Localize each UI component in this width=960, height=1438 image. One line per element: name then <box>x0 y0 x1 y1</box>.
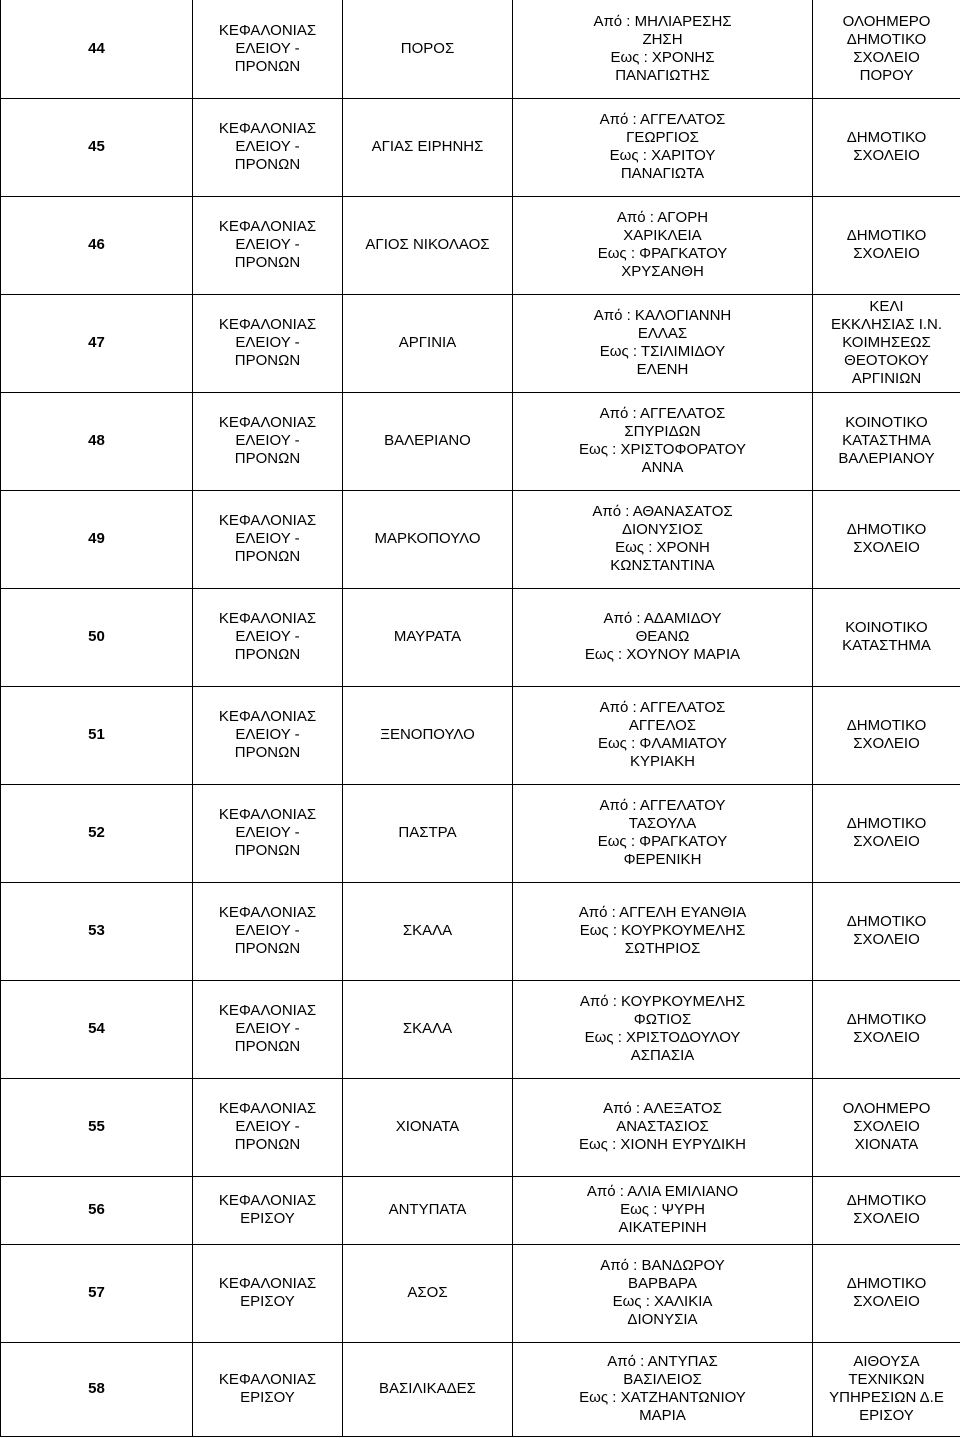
location-cell: ΔΗΜΟΤΙΚΟ ΣΧΟΛΕΙΟ <box>813 1176 960 1244</box>
area-cell: ΞΕΝΟΠΟΥΛΟ <box>343 686 513 784</box>
table-row <box>1 0 960 98</box>
row-number: 47 <box>1 294 193 392</box>
location-cell: ΚΟΙΝΟΤΙΚΟ ΚΑΤΑΣΤΗΜΑ <box>813 588 960 686</box>
owner-range-cell: Από : ΑΛΕΞΑΤΟΣ ΑΝΑΣΤΑΣΙΟΣ Εως : ΧΙΟΝΗ ΕΥΡΥΔΙΚΗ <box>513 1078 813 1176</box>
region-cell: ΚΕΦΑΛΟΝΙΑΣ ΕΛΕΙΟΥ - ΠΡΟΝΩΝ <box>193 588 343 686</box>
region-cell: ΚΕΦΑΛΟΝΙΑΣ ΕΛΕΙΟΥ - ΠΡΟΝΩΝ <box>193 98 343 196</box>
row-number: 57 <box>1 1244 193 1342</box>
location-cell: ΚΕΛΙ ΕΚΚΛΗΣΙΑΣ Ι.Ν. ΚΟΙΜΗΣΕΩΣ ΘΕΟΤΟΚΟΥ ΑΡΓΙΝΙΩΝ <box>813 294 960 392</box>
location-cell: ΔΗΜΟΤΙΚΟ ΣΧΟΛΕΙΟ <box>813 490 960 588</box>
area-cell: ΑΓΙΟΣ ΝΙΚΟΛΑΟΣ <box>343 196 513 294</box>
row-number: 45 <box>1 98 193 196</box>
area-cell: ΣΚΑΛΑ <box>343 980 513 1078</box>
location-cell: ΟΛΟΗΜΕΡΟ ΔΗΜΟΤΙΚΟ ΣΧΟΛΕΙΟ ΠΟΡΟΥ <box>813 0 960 98</box>
area-cell: ΑΣΟΣ <box>343 1244 513 1342</box>
table-row <box>1 1078 960 1176</box>
owner-range-cell: Από : ΚΟΥΡΚΟΥΜΕΛΗΣ ΦΩΤΙΟΣ Εως : ΧΡΙΣΤΟΔΟΥΛΟΥ ΑΣΠΑΣΙΑ <box>513 980 813 1078</box>
location-cell: ΟΛΟΗΜΕΡΟ ΣΧΟΛΕΙΟ ΧΙΟΝΑΤΑ <box>813 1078 960 1176</box>
table-row <box>1 686 960 784</box>
location-cell: ΔΗΜΟΤΙΚΟ ΣΧΟΛΕΙΟ <box>813 196 960 294</box>
area-cell: ΜΑΥΡΑΤΑ <box>343 588 513 686</box>
table-row <box>1 980 960 1078</box>
location-cell: ΔΗΜΟΤΙΚΟ ΣΧΟΛΕΙΟ <box>813 1244 960 1342</box>
owner-range-cell: Από : ΒΑΝΔΩΡΟΥ ΒΑΡΒΑΡΑ Εως : ΧΑΛΙΚΙΑ ΔΙΟΝΥΣΙΑ <box>513 1244 813 1342</box>
table-row <box>1 1342 960 1436</box>
owner-range-cell: Από : ΑΓΓΕΛΗ ΕΥΑΝΘΙΑ Εως : ΚΟΥΡΚΟΥΜΕΛΗΣ ΣΩΤΗΡΙΟΣ <box>513 882 813 980</box>
owner-range-cell: Από : ΑΓΓΕΛΑΤΟΣ ΣΠΥΡΙΔΩΝ Εως : ΧΡΙΣΤΟΦΟΡΑΤΟΥ ΑΝΝΑ <box>513 392 813 490</box>
owner-range-cell: Από : ΑΓΟΡΗ ΧΑΡΙΚΛΕΙΑ Εως : ΦΡΑΓΚΑΤΟΥ ΧΡΥΣΑΝΘΗ <box>513 196 813 294</box>
region-cell: ΚΕΦΑΛΟΝΙΑΣ ΕΛΕΙΟΥ - ΠΡΟΝΩΝ <box>193 0 343 98</box>
row-number: 52 <box>1 784 193 882</box>
region-cell: ΚΕΦΑΛΟΝΙΑΣ ΕΡΙΣΟΥ <box>193 1342 343 1436</box>
row-number: 46 <box>1 196 193 294</box>
owner-range-cell: Από : ΑΔΑΜΙΔΟΥ ΘΕΑΝΩ Εως : ΧΟΥΝΟΥ ΜΑΡΙΑ <box>513 588 813 686</box>
region-cell: ΚΕΦΑΛΟΝΙΑΣ ΕΡΙΣΟΥ <box>193 1176 343 1244</box>
region-cell: ΚΕΦΑΛΟΝΙΑΣ ΕΛΕΙΟΥ - ΠΡΟΝΩΝ <box>193 784 343 882</box>
location-cell: ΔΗΜΟΤΙΚΟ ΣΧΟΛΕΙΟ <box>813 686 960 784</box>
region-cell: ΚΕΦΑΛΟΝΙΑΣ ΕΛΕΙΟΥ - ΠΡΟΝΩΝ <box>193 1078 343 1176</box>
owner-range-cell: Από : ΑΝΤΥΠΑΣ ΒΑΣΙΛΕΙΟΣ Εως : ΧΑΤΖΗΑΝΤΩΝΙΟΥ ΜΑΡΙΑ <box>513 1342 813 1436</box>
row-number: 56 <box>1 1176 193 1244</box>
area-cell: ΑΝΤΥΠΑΤΑ <box>343 1176 513 1244</box>
table-row <box>1 392 960 490</box>
owner-range-cell: Από : ΑΓΓΕΛΑΤΟΣ ΓΕΩΡΓΙΟΣ Εως : ΧΑΡΙΤΟΥ ΠΑΝΑΓΙΩΤΑ <box>513 98 813 196</box>
area-cell: ΠΟΡΟΣ <box>343 0 513 98</box>
region-cell: ΚΕΦΑΛΟΝΙΑΣ ΕΛΕΙΟΥ - ΠΡΟΝΩΝ <box>193 980 343 1078</box>
row-number: 51 <box>1 686 193 784</box>
area-cell: ΧΙΟΝΑΤΑ <box>343 1078 513 1176</box>
owner-range-cell: Από : ΑΓΓΕΛΑΤΟΥ ΤΑΣΟΥΛΑ Εως : ΦΡΑΓΚΑΤΟΥ ΦΕΡΕΝΙΚΗ <box>513 784 813 882</box>
location-cell: ΑΙΘΟΥΣΑ ΤΕΧΝΙΚΩΝ ΥΠΗΡΕΣΙΩΝ Δ.Ε ΕΡΙΣΟΥ <box>813 1342 960 1436</box>
region-cell: ΚΕΦΑΛΟΝΙΑΣ ΕΛΕΙΟΥ - ΠΡΟΝΩΝ <box>193 686 343 784</box>
area-cell: ΣΚΑΛΑ <box>343 882 513 980</box>
row-number: 55 <box>1 1078 193 1176</box>
location-cell: ΔΗΜΟΤΙΚΟ ΣΧΟΛΕΙΟ <box>813 882 960 980</box>
area-cell: ΒΑΣΙΛΙΚΑΔΕΣ <box>343 1342 513 1436</box>
table-row <box>1 490 960 588</box>
area-cell: ΑΡΓΙΝΙΑ <box>343 294 513 392</box>
region-cell: ΚΕΦΑΛΟΝΙΑΣ ΕΡΙΣΟΥ <box>193 1244 343 1342</box>
owner-range-cell: Από : ΑΓΓΕΛΑΤΟΣ ΑΓΓΕΛΟΣ Εως : ΦΛΑΜΙΑΤΟΥ ΚΥΡΙΑΚΗ <box>513 686 813 784</box>
table-row <box>1 98 960 196</box>
table-row <box>1 196 960 294</box>
region-cell: ΚΕΦΑΛΟΝΙΑΣ ΕΛΕΙΟΥ - ΠΡΟΝΩΝ <box>193 882 343 980</box>
row-number: 54 <box>1 980 193 1078</box>
row-number: 53 <box>1 882 193 980</box>
region-cell: ΚΕΦΑΛΟΝΙΑΣ ΕΛΕΙΟΥ - ΠΡΟΝΩΝ <box>193 294 343 392</box>
row-number: 50 <box>1 588 193 686</box>
area-cell: ΠΑΣΤΡΑ <box>343 784 513 882</box>
table-row <box>1 784 960 882</box>
row-number: 48 <box>1 392 193 490</box>
region-cell: ΚΕΦΑΛΟΝΙΑΣ ΕΛΕΙΟΥ - ΠΡΟΝΩΝ <box>193 196 343 294</box>
table-row <box>1 882 960 980</box>
table-row <box>1 588 960 686</box>
location-cell: ΔΗΜΟΤΙΚΟ ΣΧΟΛΕΙΟ <box>813 784 960 882</box>
location-cell: ΔΗΜΟΤΙΚΟ ΣΧΟΛΕΙΟ <box>813 98 960 196</box>
row-number: 58 <box>1 1342 193 1436</box>
area-cell: ΑΓΙΑΣ ΕΙΡΗΝΗΣ <box>343 98 513 196</box>
table-row <box>1 294 960 392</box>
location-cell: ΔΗΜΟΤΙΚΟ ΣΧΟΛΕΙΟ <box>813 980 960 1078</box>
region-cell: ΚΕΦΑΛΟΝΙΑΣ ΕΛΕΙΟΥ - ΠΡΟΝΩΝ <box>193 490 343 588</box>
owner-range-cell: Από : ΜΗΛΙΑΡΕΣΗΣ ΖΗΣΗ Εως : ΧΡΟΝΗΣ ΠΑΝΑΓΙΩΤΗΣ <box>513 0 813 98</box>
area-cell: ΜΑΡΚΟΠΟΥΛΟ <box>343 490 513 588</box>
area-cell: ΒΑΛΕΡΙΑΝΟ <box>343 392 513 490</box>
owner-range-cell: Από : ΚΑΛΟΓΙΑΝΝΗ ΕΛΛΑΣ Εως : ΤΣΙΛΙΜΙΔΟΥ ΕΛΕΝΗ <box>513 294 813 392</box>
table-row <box>1 1244 960 1342</box>
owner-range-cell: Από : ΑΘΑΝΑΣΑΤΟΣ ΔΙΟΝΥΣΙΟΣ Εως : ΧΡΟΝΗ ΚΩΝΣΤΑΝΤΙΝΑ <box>513 490 813 588</box>
row-number: 44 <box>1 0 193 98</box>
row-number: 49 <box>1 490 193 588</box>
owner-range-cell: Από : ΑΛΙΑ ΕΜΙΛΙΑΝΟ Εως : ΨΥΡΗ ΑΙΚΑΤΕΡΙΝΗ <box>513 1176 813 1244</box>
region-cell: ΚΕΦΑΛΟΝΙΑΣ ΕΛΕΙΟΥ - ΠΡΟΝΩΝ <box>193 392 343 490</box>
location-cell: ΚΟΙΝΟΤΙΚΟ ΚΑΤΑΣΤΗΜΑ ΒΑΛΕΡΙΑΝΟΥ <box>813 392 960 490</box>
table-row <box>1 1176 960 1244</box>
